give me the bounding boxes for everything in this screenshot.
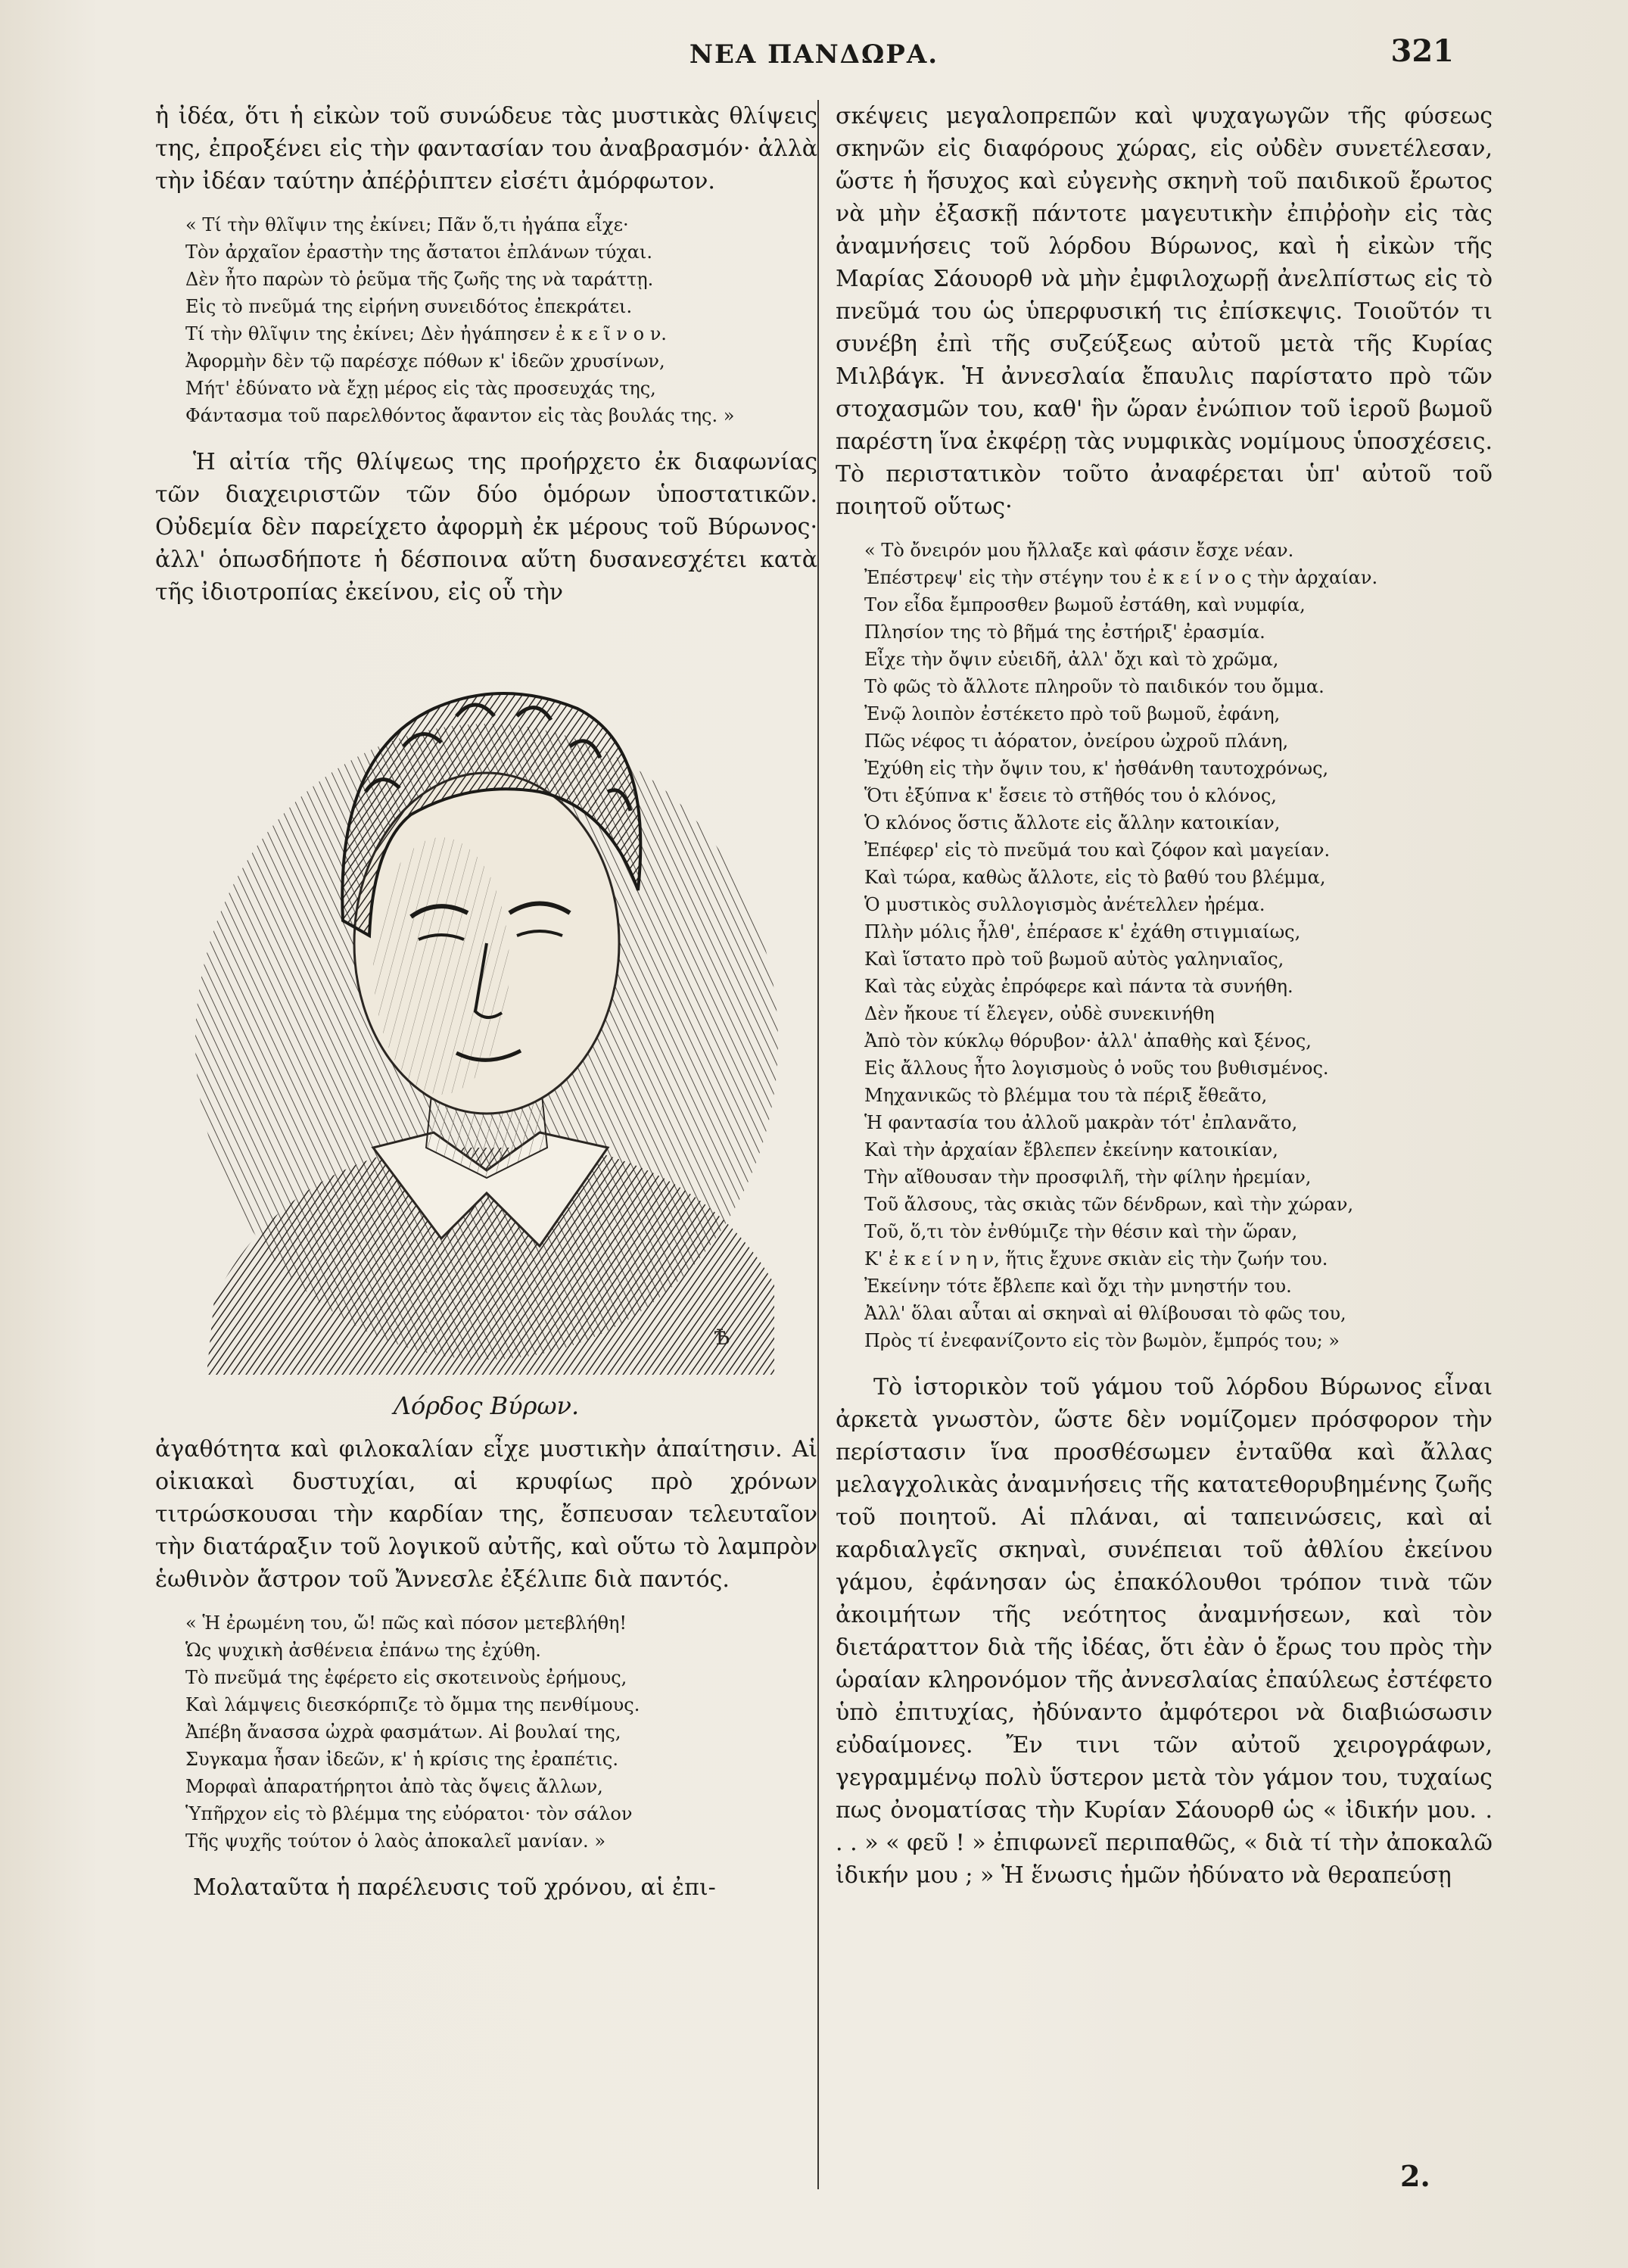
- verse-line: Ὁ κλόνος ὅστις ἄλλοτε εἰς ἄλλην κατοικίαν,: [864, 812, 1281, 833]
- byron-portrait: [184, 618, 789, 1382]
- verse-line: Καὶ τώρα, καθὼς ἄλλοτε, εἰς τὸ βαθύ του βλέμμα,: [864, 867, 1326, 888]
- paragraph: ἀγαθότητα καὶ φιλοκαλίαν εἶχε μυστικὴν ἀπαίτησιν. Αἱ οἰκιακαὶ δυστυχίαι, αἱ κρυφίως πρὸ χρόνων τιτρώσκουσαι τὴν καρδίαν της, ἔσπευσαν τελευταῖον τὴν διατάραξιν τοῦ λογικοῦ αὐτῆς, καὶ οὕτω τὸ λαμπρὸν ἑωθινὸν ἄστρον τοῦ Ἄννεσλε ἐξέλιπε διὰ παντός.: [155, 1436, 817, 1593]
- verse-line: Δὲν ἦτο παρὼν τὸ ῥεῦμα τῆς ζωῆς της νὰ ταράττῃ.: [185, 269, 654, 290]
- verse-line: Ἀλλ' ὅλαι αὗται αἱ σκηναὶ αἱ θλίβουσαι τὸ φῶς του,: [864, 1303, 1346, 1324]
- verse-line: Ἡ φαντασία του ἀλλοῦ μακρὰν τότ' ἐπλανᾶτο,: [864, 1112, 1298, 1133]
- verse-line: Καὶ τὰς εὐχὰς ἐπρόφερε καὶ πάντα τὰ συνήθη.: [864, 976, 1293, 997]
- verse-line: Ὁ μυστικὸς συλλογισμὸς ἀνέτελλεν ἠρέμα.: [864, 894, 1265, 915]
- verse-line: Μορφαὶ ἀπαρατήρητοι ἀπὸ τὰς ὄψεις ἄλλων,: [185, 1776, 603, 1797]
- verse-line: Τὸν ἀρχαῖον ἐραστὴν της ἄστατοι ἐπλάνων τύχαι.: [185, 241, 652, 263]
- verse-line: « Τί τὴν θλῖψιν της ἐκίνει; Πᾶν ὅ,τι ἠγάπα εἶχε·: [185, 214, 629, 235]
- verse-line: Πρὸς τί ἐνεφανίζοντο εἰς τὸν βωμὸν, ἔμπρός του; »: [864, 1330, 1340, 1351]
- right-column: [819, 100, 1493, 1898]
- verse-line: Εἰς τὸ πνεῦμά της εἰρήνη συνειδότος ἐπεκράτει.: [185, 296, 633, 317]
- paragraph: Ἡ αἰτία τῆς θλίψεως της προήρχετο ἐκ διαφωνίας τῶν διαχειριστῶν τῶν δύο ὁμόρων ὑποστατικῶν. Οὐδεμία δὲν παρείχετο ἀφορμὴ ἐκ μέρους τοῦ Βύρωνος· ἀλλ' ὁπωσδήποτε ἡ δέσποινα αὕτη δυσανεσχέτει κατὰ τῆς ἰδιοτροπίας ἐκείνου, εἰς οὗ τὴν: [155, 449, 817, 606]
- paragraph: σκέψεις μεγαλοπρεπῶν καὶ ψυχαγωγῶν τῆς φύσεως σκηνῶν εἰς διαφόρους χώρας, εἰς οὐδὲν συνετέλεσαν, ὥστε ἡ ἥσυχος καὶ εὐγενὴς σκηνὴ τοῦ παιδικοῦ ἔρωτος νὰ μὴν ἐξασκῇ πάντοτε μαγευτικὴν ἐπιῤῥοὴν εἰς τὰς ἀναμνήσεις τοῦ λόρδου Βύρωνος, καὶ ἡ εἰκὼν τῆς Μαρίας Σάουορθ νὰ μὴν ἐμφιλοχωρῇ ἀνελπίστως εἰς τὸ πνεῦμά του ὡς ὑπερφυσική τις ἐπίσκεψις. Τοιοῦτόν τι συνέβη ἐπὶ τῆς συζεύξεως αὐτοῦ μετὰ τῆς Κυρίας Μιλβάγκ. Ἡ ἀννεσλαία ἔπαυλις παρίστατο πρὸ τῶν στοχασμῶν του, καθ' ἣν ὥραν ἐνώπιον τοῦ ἱεροῦ βωμοῦ παρέστη ἵνα ἐκφέρῃ τὰς νυμφικὰς νομίμους ὑποσχέσεις. Τὸ περιστατικὸν τοῦτο ἀναφέρεται ὑπ' αὐτοῦ τοῦ ποιητοῦ οὕτως·: [836, 103, 1493, 520]
- verse-line: Εἰς ἄλλους ἦτο λογισμοὺς ὁ νοῦς του βυθισμένος.: [864, 1058, 1329, 1079]
- portrait-engraving: [155, 618, 817, 1382]
- verse-line: Τῆς ψυχῆς τούτον ὁ λαὸς ἀποκαλεῖ μανίαν. »: [185, 1830, 605, 1852]
- paragraph: Μολαταῦτα ἡ παρέλευσις τοῦ χρόνου, αἱ ἐπι-: [193, 1874, 716, 1901]
- verse-line: Ἐκείνην τότε ἔβλεπε καὶ ὄχι τὴν μνηστήν του.: [864, 1276, 1292, 1297]
- verse-line: Ἀφορμὴν δὲν τῷ παρέσχε πόθων κ' ἰδεῶν χρυσίνων,: [185, 350, 665, 372]
- verse-line: Πλὴν μόλις ἦλθ', ἐπέρασε κ' ἐχάθη στιγμιαίως,: [864, 921, 1301, 942]
- verse-line: Καὶ λάμψεις διεσκόρπιζε τὸ ὄμμα της πενθίμους.: [185, 1694, 640, 1715]
- paragraph: ἡ ἰδέα, ὅτι ἡ εἰκὼν τοῦ συνώδευε τὰς μυστικὰς θλίψεις της, ἐπροξένει εἰς τὴν φαντασίαν του ἀναβρασμόν· ἀλλὰ τὴν ἰδέαν ταύτην ἀπέῤῥιπτεν εἰσέτι ἀμόρφωτον.: [155, 103, 817, 195]
- verse-line: Εἶχε τὴν ὄψιν εὐειδῆ, ἀλλ' ὄχι καὶ τὸ χρῶμα,: [864, 649, 1279, 670]
- verse-line: Ἀπὸ τὸν κύκλῳ θόρυβον· ἀλλ' ἀπαθὴς καὶ ξένος,: [864, 1030, 1312, 1051]
- verse-line: Μήτ' ἐδύνατο νὰ ἔχῃ μέρος εἰς τὰς προσευχάς της,: [185, 378, 656, 399]
- verse-line: Ἀπέβη ἄνασσα ὠχρὰ φασμάτων. Αἱ βουλαί της,: [185, 1721, 621, 1743]
- verse-block: [155, 1609, 817, 1855]
- verse-line: Ἐπέστρεψ' εἰς τὴν στέγην του ἐ κ ε ί ν ο ς τὴν ἀρχαίαν.: [864, 567, 1378, 588]
- running-title: ΝΕΑ ΠΑΝΔΩΡΑ.: [689, 39, 939, 70]
- verse-line: Πλησίον της τὸ βῆμά της ἐστήριξ' ἐρασμία.: [864, 622, 1265, 643]
- verse-line: Φάντασμα τοῦ παρελθόντος ἄφαντον εἰς τὰς βουλάς της. »: [185, 405, 735, 426]
- verse-line: Καὶ ἵστατο πρὸ τοῦ βωμοῦ αὐτὸς γαληνιαῖος,: [864, 949, 1284, 970]
- verse-line: « Ἡ ἐρωμένη του, ὤ! πῶς καὶ πόσον μετεβλήθη!: [185, 1612, 627, 1634]
- verse-line: Ἐπέφερ' εἰς τὸ πνεῦμά του καὶ ζόφον καὶ μαγείαν.: [864, 840, 1331, 861]
- verse-line: Ἐχύθη εἰς τὴν ὄψιν του, κ' ἠσθάνθη ταυτοχρόνως,: [864, 758, 1329, 779]
- svg-text:Ѣ: Ѣ: [713, 1325, 730, 1350]
- verse-line: Ὅτι ἐξύπνα κ' ἔσειε τὸ στῆθός του ὁ κλόνος,: [864, 785, 1277, 806]
- verse-line: Κ' ἐ κ ε ί ν η ν, ἥτις ἔχυνε σκιὰν εἰς τὴν ζωήν του.: [864, 1248, 1328, 1270]
- verse-line: Μηχανικῶς τὸ βλέμμα του τὰ πέριξ ἔθεᾶτο,: [864, 1085, 1268, 1106]
- verse-line: Δὲν ἤκουε τί ἔλεγεν, οὐδὲ συνεκινήθη: [864, 1003, 1215, 1024]
- verse-line: « Τὸ ὄνειρόν μου ἤλλαξε καὶ φάσιν ἔσχε νέαν.: [864, 540, 1294, 561]
- verse-block: [819, 537, 1493, 1354]
- verse-line: Τοῦ ἄλσους, τὰς σκιὰς τῶν δένδρων, καὶ τὴν χώραν,: [864, 1194, 1354, 1215]
- verse-line: Συγκαμα ἦσαν ἰδεῶν, κ' ἡ κρίσις της ἐραπέτις.: [185, 1749, 618, 1770]
- verse-line: Ὑπῆρχον εἰς τὸ βλέμμα της εὐόρατοι· τὸν σάλον: [185, 1803, 633, 1824]
- verse-line: Τί τὴν θλῖψιν της ἐκίνει; Δὲν ἠγάπησεν ἐ κ ε ῖ ν ο ν.: [185, 323, 667, 344]
- page-header: [0, 29, 1628, 82]
- verse-line: Ἐνῷ λοιπὸν ἐστέκετο πρὸ τοῦ βωμοῦ, ἐφάνη,: [864, 703, 1281, 724]
- verse-line: Τὸ φῶς τὸ ἄλλοτε πληροῦν τὸ παιδικόν του ὄμμα.: [864, 676, 1325, 697]
- verse-block: [155, 211, 817, 429]
- verse-line: Ὡς ψυχικὴ ἀσθένεια ἐπάνω της ἐχύθη.: [185, 1640, 541, 1661]
- paragraph: Τὸ ἱστορικὸν τοῦ γάμου τοῦ λόρδου Βύρωνος εἶναι ἀρκετὰ γνωστὸν, ὥστε δὲν νομίζομεν πρόσφορον τὴν περίστασιν ἵνα προσθέσωμεν ἐνταῦθα καὶ ἄλλας μελαγχολικὰς ἀναμνήσεις τῆς κατατεθορυβημένης ζωῆς τοῦ ποιητοῦ. Αἱ πλάναι, αἱ ταπεινώσεις, καὶ αἱ καρδιαλγεῖς σκηναὶ, συνέπειαι τοῦ ἀθλίου ἐκείνου γάμου, ἐφάνησαν ὡς ἐπακόλουθοι τρόπον τινὰ τῶν ἀκοιμήτων τῆς νεότητος ἀναμνήσεων, καὶ τὸν διετάραττον διὰ τῆς ἰδέας, ὅτι ἐὰν ὁ ἔρως του πρὸς τὴν ὡραίαν κληρονόμον τῆς ἀννεσλαίας ἐπαύλεως ἐστέφετο ὑπὸ ἐπιτυχίας, ἠδύναντο ἀμφότεροι νὰ διαβιώσωσιν εὐδαίμονες. Ἔν τινι τῶν αὐτοῦ χειρογράφων, γεγραμμένῳ πολὺ ὕστερον μετὰ τὸν γάμον του, τυχαίως πως ὀνοματίσας τὴν Κυρίαν Σάουορθ ὡς « ἰδικήν μου. . . . » « φεῦ ! » ἐπιφωνεῖ περιπαθῶς, « διὰ τί τὴν ἀποκαλῶ ἰδικήν μου ; » Ἡ ἕνωσις ἡμῶν ἠδύνατο νὰ θεραπεύσῃ: [836, 1374, 1493, 1889]
- portrait-caption: Λόρδος Βύρων.: [393, 1391, 580, 1420]
- verse-line: Τὴν αἴθουσαν τὴν προσφιλῆ, τὴν φίλην ἠρεμίαν,: [864, 1167, 1312, 1188]
- verse-line: Πῶς νέφος τι ἀόρατον, ὀνείρου ὠχροῦ πλάνη,: [864, 731, 1289, 752]
- signature-mark: 2.: [1400, 2159, 1430, 2193]
- left-column: [155, 100, 817, 1910]
- verse-line: Καὶ τὴν ἀρχαίαν ἔβλεπεν ἐκείνην κατοικίαν,: [864, 1139, 1278, 1160]
- verse-line: Τον εἶδα ἔμπροσθεν βωμοῦ ἐστάθη, καὶ νυμφία,: [864, 594, 1306, 615]
- page-number: 321: [1390, 33, 1454, 69]
- verse-line: Τὸ πνεῦμά της ἐφέρετο εἰς σκοτεινοὺς ἐρήμους,: [185, 1667, 627, 1688]
- verse-line: Τοῦ, ὅ,τι τὸν ἐνθύμιζε τὴν θέσιν καὶ τὴν ὥραν,: [864, 1221, 1298, 1242]
